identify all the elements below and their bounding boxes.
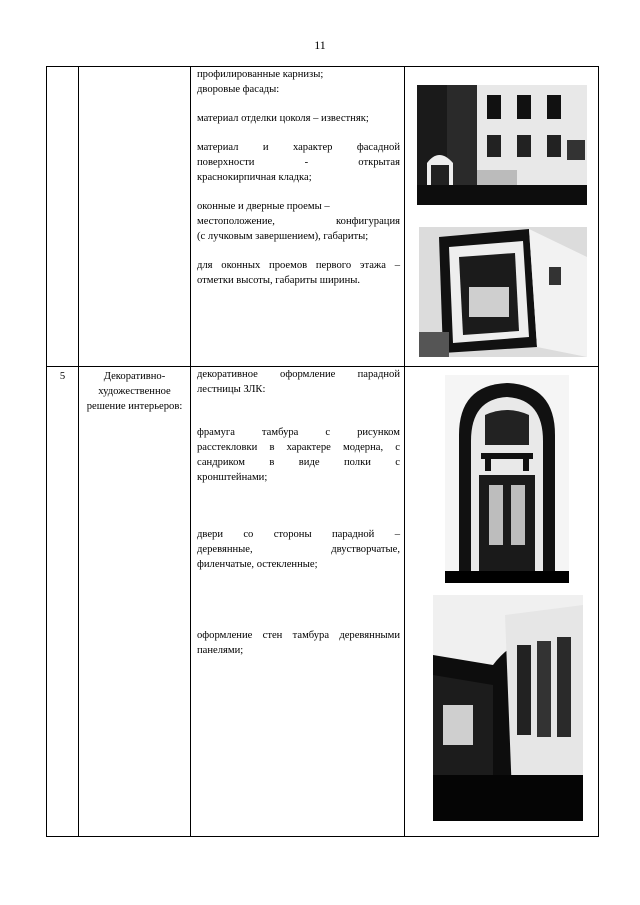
desc-line: материал отделки цоколя – известняк;: [197, 113, 369, 125]
protected-elements-table: [46, 66, 599, 837]
desc-line: материал и характер фасадной: [197, 142, 400, 154]
desc-line: расстекловки в характере модерна, с: [197, 442, 400, 454]
row-number: [47, 67, 79, 367]
desc-line: местоположение, конфигурация: [197, 216, 400, 228]
photo-wood-panels: [433, 595, 583, 821]
desc-line: (с лучковым завершением), габариты;: [197, 231, 369, 243]
desc-line: панелями;: [197, 645, 244, 657]
desc-line: деревянные, двустворчатые,: [197, 544, 400, 556]
row-description: [191, 67, 405, 367]
desc-line: поверхности - открытая: [197, 157, 400, 169]
photo-courtyard-facade: [417, 85, 587, 205]
desc-line: филенчатые, остекленные;: [197, 559, 318, 571]
desc-line: для оконных проемов первого этажа –: [197, 260, 400, 272]
table-row: [47, 367, 599, 837]
desc-line: профилированные карнизы;: [197, 69, 324, 80]
row-photos: [405, 67, 599, 367]
desc-line: краснокирпичная кладка;: [197, 172, 312, 184]
row-number: 5: [47, 367, 79, 837]
photo-arched-window: [419, 227, 587, 357]
table-row: [47, 67, 599, 367]
desc-line: сандриком в виде полки с: [197, 457, 400, 469]
desc-line: фрамуга тамбура с рисунком: [197, 427, 400, 439]
desc-line: дворовые фасады:: [197, 84, 280, 96]
desc-line: кронштейнами;: [197, 472, 268, 484]
desc-line: оформление стен тамбура деревянными: [197, 630, 400, 642]
row-description: [191, 367, 405, 837]
desc-line: декоративное оформление парадной: [197, 369, 400, 380]
desc-line: отметки высоты, габариты ширины.: [197, 275, 361, 287]
desc-line: оконные и дверные проемы –: [197, 201, 330, 213]
row-photos: [405, 367, 599, 837]
desc-line: двери со стороны парадной –: [197, 529, 400, 541]
row-element: [79, 67, 191, 367]
page-number: 11: [314, 38, 326, 52]
desc-line: лестницы ЗЛК:: [197, 384, 266, 396]
photo-vestibule-transom: [445, 375, 569, 583]
row-element: Декоративно-художественное решение интерьеров:: [79, 367, 191, 837]
